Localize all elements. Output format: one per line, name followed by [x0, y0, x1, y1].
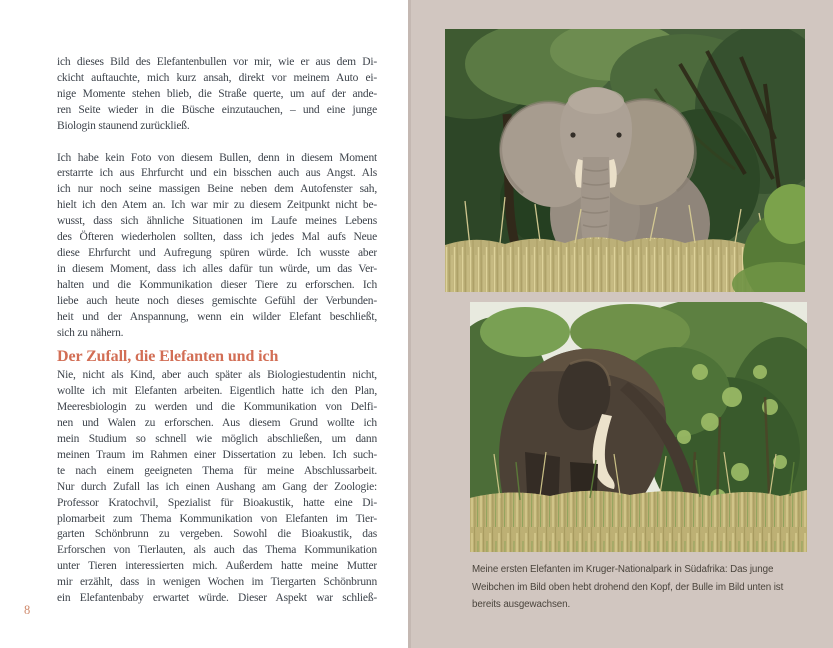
paragraph: Ich habe kein Foto von diesem Bullen, denn in diesem Moment erstarrte ich aus Ehrfurcht und ein bisschen auch aus Angst. Als ich nur noch seine massigen Beine neben dem Autofenster sah, hielt ich den Atem an. Ich war mir zu diesem Zeitpunkt nicht be- wusst, dass sich ähnliche Situationen im Laufe meines Lebens des Öfteren wiederholen sollten, dass ich jedes Mal aufs Neue diese Ehrfurcht und Aufregung spüren würde. Ich wusste aber in diesem Moment, dass ich alles dafür tun würde, um das Ver- halten und die Kommunikation dieser Tiere zu erforschen. Ich liebe auch heute noch dieses gemischte Gefühl der Verbunden- heit und der Anspannung, wenn ein wilder Elefant beschließt, sich zu nähern.	[57, 151, 377, 339]
bull-elephant-illustration	[470, 302, 807, 552]
photo-bull-elephant	[470, 302, 807, 552]
section-heading: Der Zufall, die Elefanten und ich	[57, 348, 279, 366]
photo-young-elephant	[445, 29, 805, 292]
photo-caption: Meine ersten Elefanten im Kruger-Nationalpark in Südafrika: Das junge Weibchen im Bild oben hebt drohend den Kopf, der Bulle im Bild unten ist bereits ausgewachsen.	[472, 564, 784, 611]
paragraph: Nie, nicht als Kind, aber auch später als Biologiestudentin nicht, wollte ich mit Elefanten arbeiten. Eigentlich hatte ich den Plan, Meeresbiologin zu werden und die Kommunikation von Delfi- nen und Walen zu erforschen. Aus diesem Grund wollte ich mein Studium so schnell wie möglich abschließen, um dann meinen Traum im Rahmen einer Dissertation zu leben. Ich such- te nach einem geeigneten Thema für meine Abschlussarbeit. Nur durch Zufall las ich einen Aushang am Gang der Zoologie: Professor Kratochvil, Spezialist für Bioakustik, hatte eine Di- plomarbeit zum Thema Kommunikation von Elefanten im Tier- garten Schönbrunn zu vergeben. Sowohl die Bioakustik, das Erforschen von Tierlauten, als auch das Thema Kommunikation unter Tieren interessierten mich. Außerdem hatte meine Mutter mir erzählt, dass in wenigen Wochen im Tiergarten Schönbrunn ein Elefantenbaby erwartet würde. Dieser Aspekt war schließ-	[57, 369, 377, 605]
panel-edge-shadow	[408, 0, 411, 648]
paragraph: ich dieses Bild des Elefantenbullen vor mir, wie er aus dem Di- ckicht auftauchte, mich kurz ansah, direkt vor meinem Auto ei- nige Momente stehen blieb, die Straße querte, um auf der ande- ren Seite wieder in die Büsche einzutauchen, – und eine junge Biologin staunend zurückließ.	[57, 56, 377, 132]
page-number: 8	[24, 603, 31, 617]
young-elephant-illustration	[445, 29, 805, 292]
body-text-column	[57, 55, 377, 607]
